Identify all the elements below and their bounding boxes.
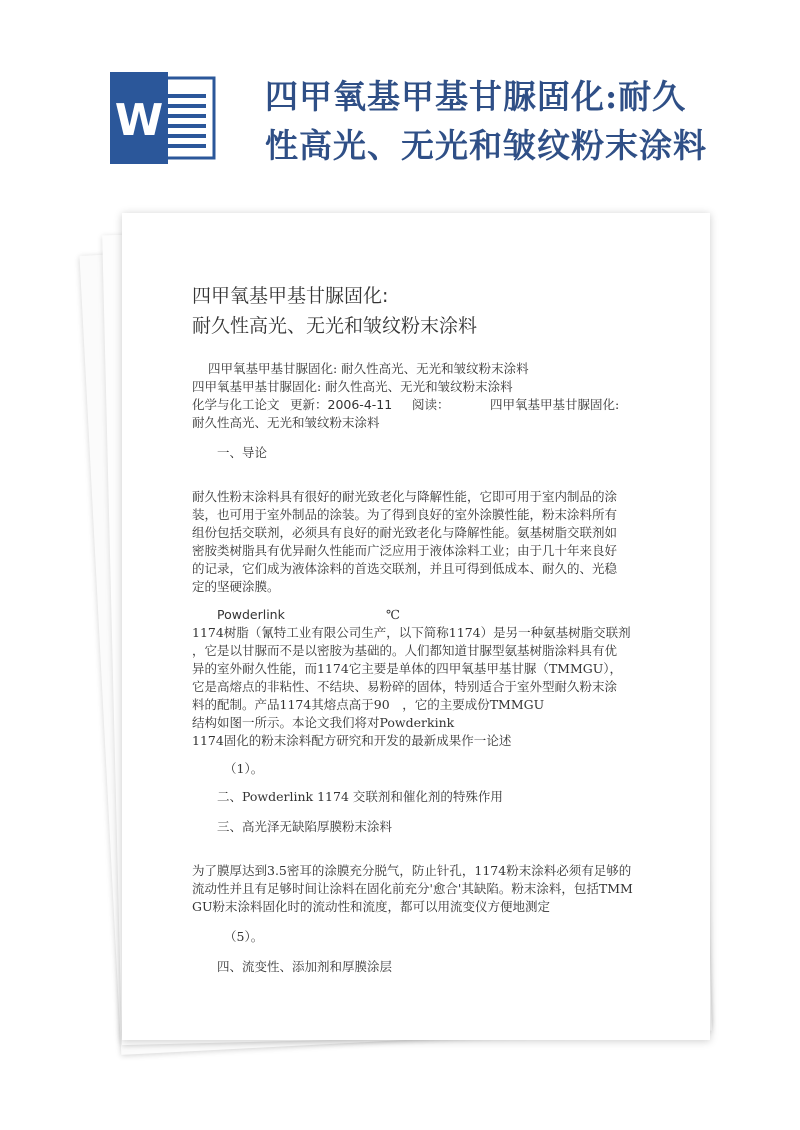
update-date: 更新：2006-4-11 xyxy=(290,397,393,412)
paragraph-line: 装，也可用于室外制品的涂装。为了得到良好的室外涂膜性能，粉末涂料所有 xyxy=(192,507,618,522)
paragraph-line: 耐久性粉末涂料具有很好的耐光致老化与降解性能，它即可用于室内制品的涂 xyxy=(192,489,618,504)
read-count-label: 阅读： xyxy=(412,397,450,412)
document-subtitle: 耐久性高光、无光和皱纹粉末涂料 xyxy=(192,315,478,337)
document-page xyxy=(122,213,710,1040)
paragraph-line: 流动性并且有足够时间让涂料在固化前充分'愈合'其缺陷。粉末涂料，包括TMM xyxy=(192,881,633,896)
degree-symbol: ℃ xyxy=(386,607,400,622)
paragraph-line: 定的坚硬涂膜。 xyxy=(192,579,280,594)
paragraph-line: 为了膜厚达到3.5密耳的涂膜充分脱气，防止针孔，1174粉末涂料必须有足够的 xyxy=(192,863,632,878)
paragraph-line: 组份包括交联剂，必须具有良好的耐光致老化与降解性能。氨基树脂交联剂如 xyxy=(192,525,618,540)
section-heading: 二、Powderlink 1174 交联剂和催化剂的特殊作用 xyxy=(217,789,503,804)
section-heading: 一、导论 xyxy=(217,445,268,460)
paragraph-line: 1174固化的粉末涂料配方研究和开发的最新成果作一论述 xyxy=(192,733,512,748)
word-logo-letter: W xyxy=(114,95,164,146)
header-banner xyxy=(0,0,800,215)
category-label: 化学与化工论文 xyxy=(192,397,280,412)
document-title: 四甲氧基甲基甘脲固化: xyxy=(192,285,389,307)
paragraph-line: 结构如图一所示。本论文我们将对Powderkink xyxy=(192,715,455,730)
reference-number: （1）。 xyxy=(224,761,264,776)
paragraph-line: GU粉末涂料固化时的流动性和流度，都可以用流变仪方便地测定 xyxy=(192,899,551,914)
paragraph-line: 料的配制。产品1174其熔点高于90 ，它的主要成份TMMGU xyxy=(192,697,545,712)
text-line: 耐久性高光、无光和皱纹粉末涂料 xyxy=(192,415,380,430)
text-line: 四甲氧基甲基甘脲固化: 耐久性高光、无光和皱纹粉末涂料 xyxy=(192,379,513,394)
header-title-line: 性高光、无光和皱纹粉末涂料 xyxy=(265,126,707,165)
paragraph-line: 密胺类树脂具有优异耐久性能而广泛应用于液体涂料工业；由于几十年来良好 xyxy=(192,543,618,558)
text-line: 四甲氧基甲基甘脲固化: xyxy=(490,397,620,412)
header-title xyxy=(265,72,785,170)
section-heading: 三、高光泽无缺陷厚膜粉末涂料 xyxy=(217,819,393,834)
paragraph-line: 异的室外耐久性能，而1174它主要是单体的四甲氧基甲基甘脲（TMMGU）， xyxy=(192,661,623,676)
paragraph-line: 它是高熔点的非粘性、不结块、易粉碎的固体，特别适合于室外型耐久粉末涂 xyxy=(192,679,618,694)
paragraph-line: ，它是以甘脲而不是以密胺为基础的。人们都知道甘脲型氨基树脂涂料具有优 xyxy=(192,643,618,658)
paragraph-line: 的记录，它们成为液体涂料的首选交联剂，并且可得到低成本、耐久的、光稳 xyxy=(192,561,618,576)
reference-number: （5）。 xyxy=(224,929,264,944)
text-line: 四甲氧基甲基甘脲固化: 耐久性高光、无光和皱纹粉末涂料 xyxy=(208,361,529,376)
paragraph-line: 1174树脂（氰特工业有限公司生产，以下简称1174）是另一种氨基树脂交联剂 xyxy=(192,625,631,640)
word-document-icon xyxy=(108,72,216,164)
section-heading: 四、流变性、添加剂和厚膜涂层 xyxy=(217,959,393,974)
header-title-line: 四甲氧基甲基甘脲固化:耐久 xyxy=(265,77,687,116)
product-name: Powderlink xyxy=(217,607,285,622)
